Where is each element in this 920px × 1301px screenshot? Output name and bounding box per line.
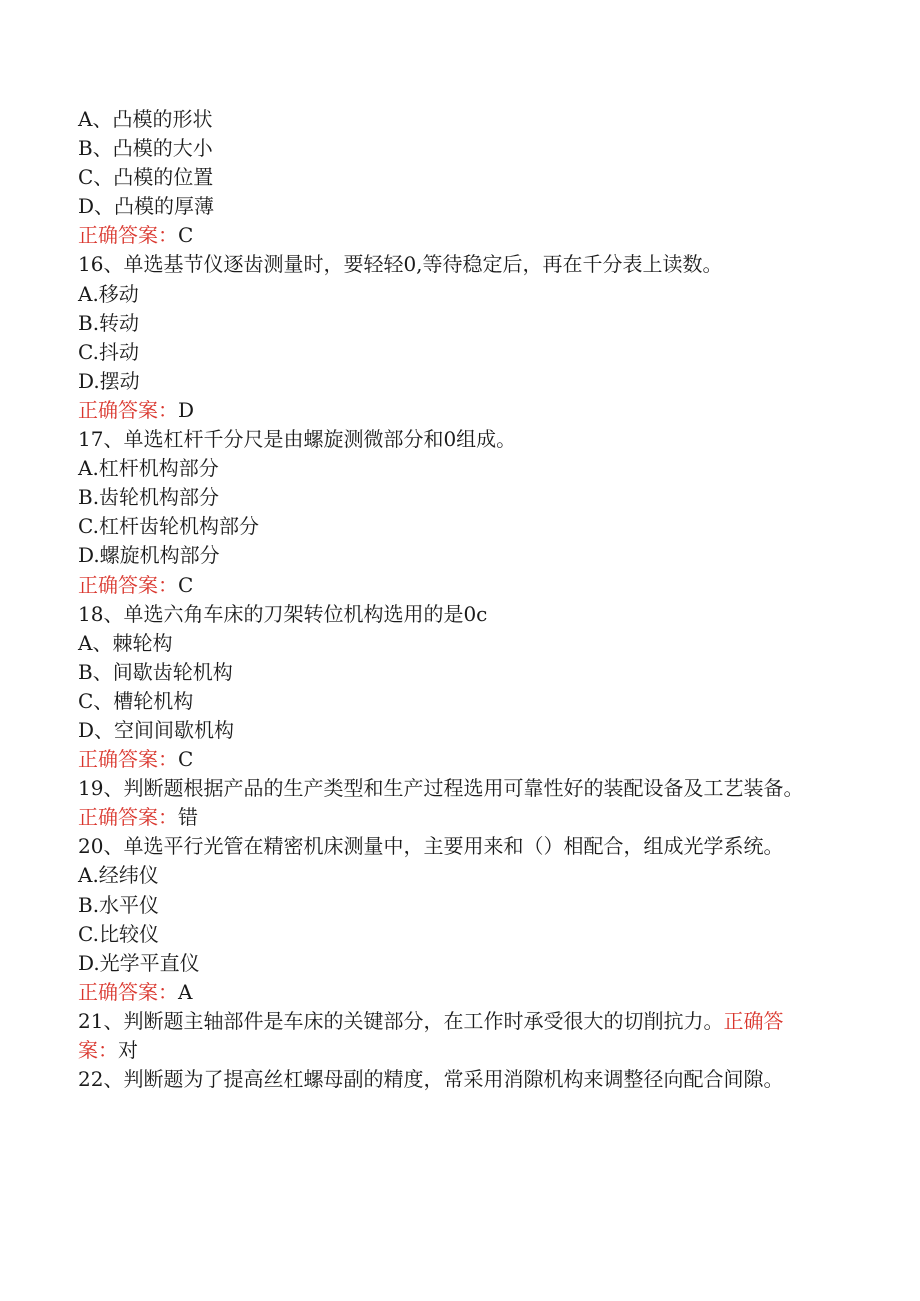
option-a: A、棘轮构: [78, 630, 173, 655]
answer-value: 对: [118, 1038, 138, 1062]
document-page: [78, 105, 818, 1094]
answer-value: 错: [178, 805, 198, 830]
answer-line: [78, 745, 818, 774]
option-a: A、凸模的形状: [78, 107, 213, 131]
option-c: C.比较仪: [78, 921, 159, 946]
option-d: D.摆动: [78, 368, 140, 393]
question-19: 19、判断题根据产品的生产类型和生产过程选用可靠性好的装配设备及工艺装备。: [78, 776, 804, 801]
option-a: A.杠杆机构部分: [78, 456, 219, 481]
answer-value: D: [178, 397, 195, 422]
option-a: A.经纬仪: [78, 863, 159, 888]
option-b: B.转动: [78, 310, 140, 335]
answer-value: A: [178, 979, 193, 1004]
answer-value: C: [178, 223, 194, 248]
answer-value: C: [178, 572, 194, 597]
option-a: A.移动: [78, 281, 139, 306]
option-c: C.抖动: [78, 339, 139, 364]
answer-line: [78, 396, 818, 425]
answer-label: 正确答案：: [78, 747, 178, 772]
answer-label: 正确答案：: [78, 979, 178, 1004]
option-d: D.螺旋机构部分: [78, 543, 220, 568]
option-b: B.齿轮机构部分: [78, 485, 220, 510]
question-21-text: 21、判断题主轴部件是车床的关键部分，在工作时承受很大的切削抗力。: [78, 1008, 724, 1033]
option-d: D、凸模的厚薄: [78, 194, 215, 219]
answer-label: 正确答案：: [78, 397, 178, 422]
option-b: B.水平仪: [78, 892, 160, 917]
answer-value: C: [178, 747, 194, 772]
question-20: 20、单选平行光管在精密机床测量中，主要用来和（）相配合，组成光学系统。: [78, 834, 784, 859]
option-c: C、凸模的位置: [78, 165, 214, 190]
option-d: D、空间间歇机构: [78, 717, 235, 742]
answer-label: 正确答案：: [78, 1008, 784, 1062]
option-d: D.光学平直仪: [78, 950, 200, 975]
option-c: C.杠杆齿轮机构部分: [78, 514, 259, 539]
answer-line: [78, 571, 818, 600]
answer-label: 正确答案：: [78, 572, 178, 597]
question-21: [78, 1007, 818, 1065]
answer-label: 正确答案：: [78, 805, 178, 830]
answer-line: [78, 978, 818, 1007]
question-22: 22、判断题为了提高丝杠螺母副的精度，常采用消隙机构来调整径向配合间隙。: [78, 1067, 784, 1092]
answer-label: 正确答案：: [78, 223, 178, 248]
question-17: 17、单选杠杆千分尺是由螺旋测微部分和0组成。: [78, 427, 517, 452]
option-b: B、凸模的大小: [78, 136, 213, 161]
option-b: B、间歇齿轮机构: [78, 659, 233, 684]
answer-line: [78, 803, 818, 832]
question-16: 16、单选基节仪逐齿测量时，要轻轻0,等待稳定后，再在千分表上读数。: [78, 252, 723, 277]
answer-line: [78, 221, 818, 250]
option-c: C、槽轮机构: [78, 688, 194, 713]
question-18: 18、单选六角车床的刀架转位机构选用的是0c: [78, 601, 488, 626]
